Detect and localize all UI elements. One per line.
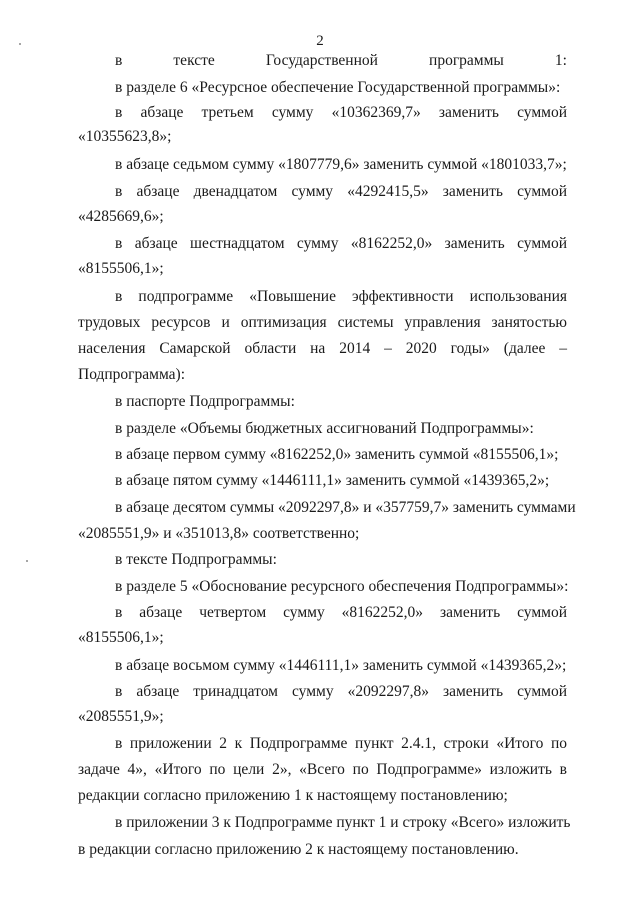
text-line: в разделе «Объемы бюджетных ассигнований Подпрограммы»:	[115, 420, 534, 437]
text-line: в подпрограмме «Повышение эффективности использования	[115, 288, 567, 305]
text-line: в разделе 5 «Обоснование ресурсного обеспечения Подпрограммы»:	[115, 578, 569, 595]
scan-speck	[26, 560, 28, 562]
text-line: «8155506,1»;	[78, 260, 164, 277]
text-line: в абзаце десятом суммы «2092297,8» и «357759,7» заменить суммами	[115, 499, 576, 516]
text-line: в абзаце седьмом сумму «1807779,6» заменить суммой «1801033,7»;	[115, 156, 567, 173]
text-line: трудовых ресурсов и оптимизация системы управления занятостью	[78, 314, 567, 331]
text-line: в разделе 6 «Ресурсное обеспечение Государственной программы»:	[115, 79, 561, 96]
text-line: в тексте Подпрограммы:	[115, 551, 277, 568]
page-number: 2	[316, 33, 324, 49]
text-line: в абзаце третьем сумму «10362369,7» заменить суммой	[115, 104, 567, 121]
text-line: «4285669,6»;	[78, 208, 164, 225]
text-line: в абзаце шестнадцатом сумму «8162252,0» заменить суммой	[115, 235, 567, 252]
text-line: Подпрограмма):	[78, 366, 186, 383]
text-line: в редакции согласно приложению 2 к настоящему постановлению.	[78, 841, 519, 858]
text-line: в приложении 3 к Подпрограмме пункт 1 и строку «Всего» изложить	[115, 814, 571, 831]
text-line: в приложении 2 к Подпрограмме пункт 2.4.1, строки «Итого по	[115, 735, 567, 752]
text-line: «8155506,1»;	[78, 629, 164, 646]
text-line: в абзаце двенадцатом сумму «4292415,5» заменить суммой	[115, 183, 567, 200]
text-line: в абзаце четвертом сумму «8162252,0» заменить суммой	[115, 604, 567, 621]
text-line: в паспорте Подпрограммы:	[115, 393, 295, 410]
text-line: населения Самарской области на 2014 – 2020 годы» (далее –	[78, 340, 567, 357]
text-line: редакции согласно приложению 1 к настоящему постановлению;	[78, 787, 508, 804]
text-line: в тексте Государственной программы 1:	[115, 52, 567, 69]
scan-speck	[19, 43, 21, 45]
text-line: «2085551,9» и «351013,8» соответственно;	[78, 525, 360, 542]
text-line: в абзаце пятом сумму «1446111,1» заменить суммой «1439365,2»;	[115, 472, 550, 489]
text-line: задаче 4», «Итого по цели 2», «Всего по Подпрограмме» изложить в	[78, 761, 567, 778]
text-line: «10355623,8»;	[78, 128, 172, 145]
text-line: в абзаце восьмом сумму «1446111,1» заменить суммой «1439365,2»;	[115, 657, 567, 674]
text-line: «2085551,9»;	[78, 708, 164, 725]
text-line: в абзаце тринадцатом сумму «2092297,8» заменить суммой	[115, 683, 567, 700]
text-line: в абзаце первом сумму «8162252,0» заменить суммой «8155506,1»;	[115, 446, 559, 463]
